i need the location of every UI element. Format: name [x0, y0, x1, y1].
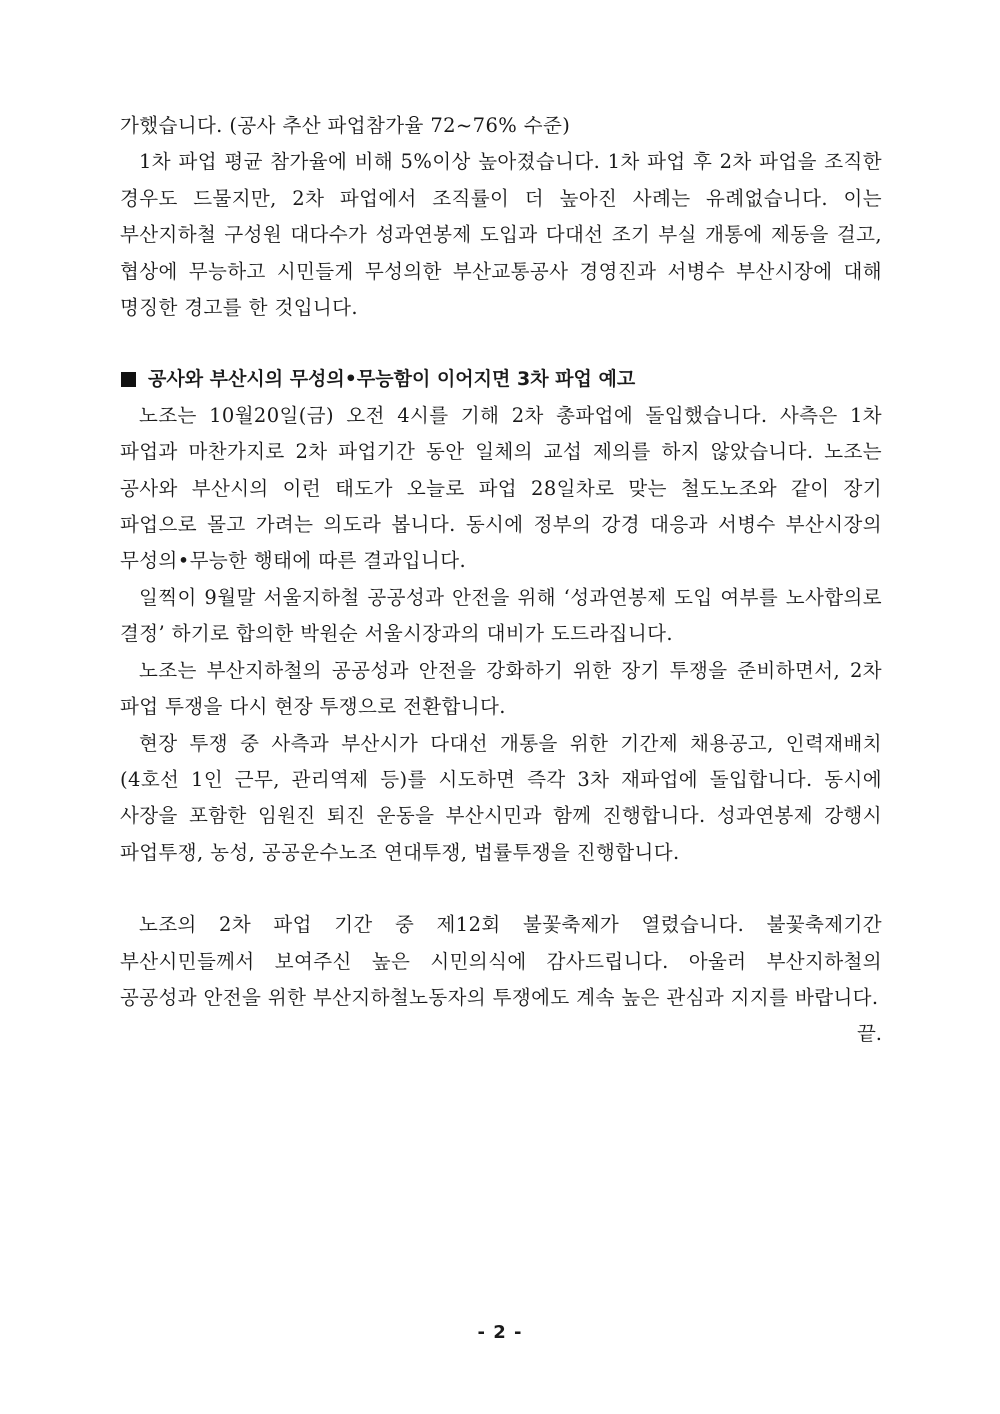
document-body	[120, 108, 882, 1053]
section-heading	[120, 361, 882, 397]
paragraph-continuation: 가했습니다. (공사 추산 파업참가율 72~76% 수준)	[120, 114, 571, 137]
paragraph-closing: 노조의 2차 파업 기간 중 제12회 불꽃축제가 열렸습니다. 불꽃축제기간 부산시민들께서 보여주신 높은 시민의식에 감사드립니다. 아울러 부산지하철의 공공성과 안전을 위한 부산지하철노동자의 투쟁에도 계속 높은 관심과 지지를 바랍니다.	[120, 913, 882, 1009]
paragraph-seoul-comparison: 일찍이 9월말 서울지하철 공공성과 안전을 위해 ‘성과연봉제 도입 여부를 노사합의로 결정’ 하기로 합의한 박원순 서울시장과의 대비가 도드라집니다.	[120, 585, 882, 646]
paragraph-second-strike: 노조는 10월20일(금) 오전 4시를 기해 2차 총파업에 돌입했습니다. 사측은 1차 파업과 마찬가지로 2차 파업기간 동안 일체의 교섭 제의를 하지 않았습니다. 노조는 공사와 부산시의 이런 태도가 오늘로 파업 28일차로 맞는 철도노조와 같이 장기 파업으로 몰고 가려는 의도라 봅니다. 동시에 정부의 강경 대응과 서병수 부산시장의 무성의•무능한 행태에 따른 결과입니다.	[120, 403, 882, 573]
section-heading-text: 공사와 부산시의 무성의•무능함이 이어지면 3차 파업 예고	[148, 368, 636, 391]
paragraph-field-struggle: 노조는 부산지하철의 공공성과 안전을 강화하기 위한 장기 투쟁을 준비하면서, 2차 파업 투쟁을 다시 현장 투쟁으로 전환합니다.	[120, 658, 882, 719]
paragraph-gap	[120, 871, 882, 907]
paragraph-participation: 1차 파업 평균 참가율에 비해 5%이상 높아졌습니다. 1차 파업 후 2차 파업을 조직한 경우도 드물지만, 2차 파업에서 조직률이 더 높아진 사례는 유례없습니다. 이는 부산지하철 구성원 대다수가 성과연봉제 도입과 다대선 조기 부실 개통에 제동을 걸고, 협상에 무능하고 시민들게 무성의한 부산교통공사 경영진과 서병수 부산시장에 대해 명징한 경고를 한 것입니다.	[120, 150, 882, 320]
black-square-bullet-icon	[121, 372, 136, 387]
end-mark: 끝.	[856, 1022, 882, 1046]
page-number: - 2 -	[477, 1322, 523, 1343]
paragraph-third-strike-warning: 현장 투쟁 중 사측과 부산시가 다대선 개통을 위한 기간제 채용공고, 인력재배치(4호선 1인 근무, 관리역제 등)를 시도하면 즉각 3차 재파업에 돌입합니다. 동시에 사장을 포함한 임원진 퇴진 운동을 부산시민과 함께 진행합니다. 성과연봉제 강행시 파업투쟁, 농성, 공공운수노조 연대투쟁, 법률투쟁을 진행합니다.	[120, 731, 882, 864]
